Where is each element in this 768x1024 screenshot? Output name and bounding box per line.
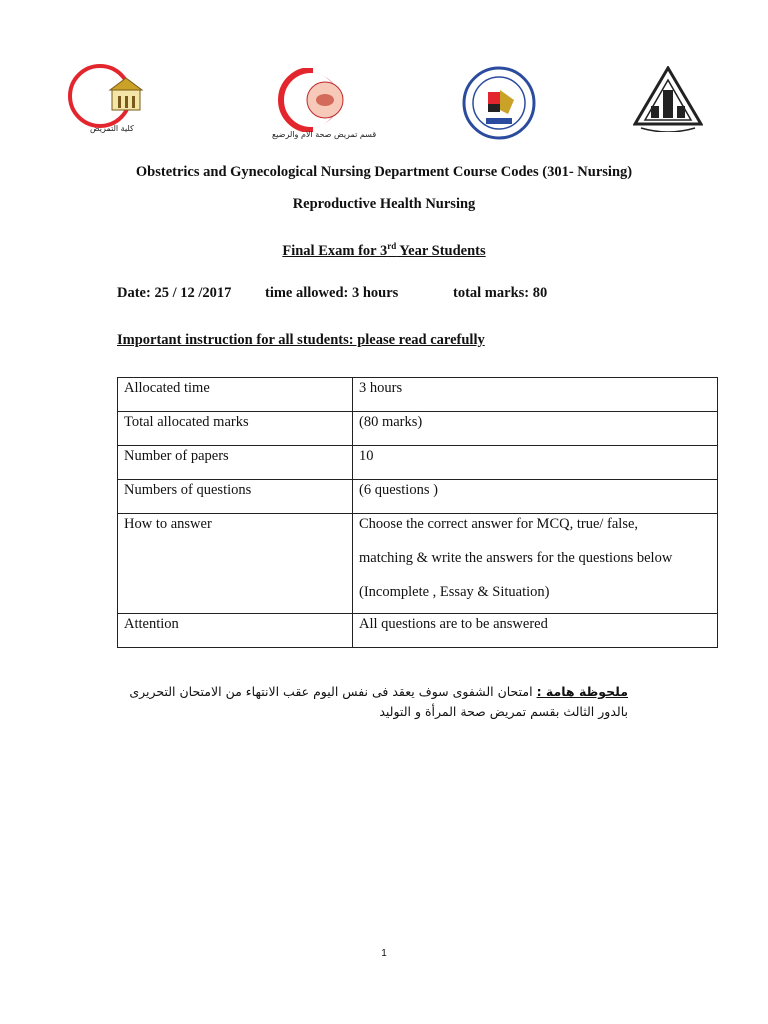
- row-value: (6 questions ): [353, 480, 718, 514]
- quality-assurance-logo: [462, 66, 536, 140]
- instruction-heading: Important instruction for all students: please read carefully: [117, 332, 485, 348]
- exam-details-table: [117, 377, 718, 648]
- row-label: Numbers of questions: [118, 480, 353, 514]
- exam-title: [0, 241, 768, 260]
- row-label: Allocated time: [118, 378, 353, 412]
- table-row: [118, 614, 718, 648]
- note-text: امتحان الشفوى سوف يعقد فى نفس اليوم عقب الانتهاء من الامتحان التحريرى بالدور الثالث بقسم تمريض صحة المرأة و التوليد: [129, 684, 628, 719]
- nursing-faculty-caption: كلية التمريض: [90, 124, 134, 133]
- maternal-nursing-department-logo: [275, 68, 359, 132]
- table-row: [118, 412, 718, 446]
- row-value: 3 hours: [353, 378, 718, 412]
- row-value-line: Choose the correct answer for MCQ, true/ false,: [359, 516, 639, 532]
- table-row: [118, 480, 718, 514]
- note-label: ملحوظة هامة :: [536, 684, 628, 699]
- nursing-faculty-logo: [62, 62, 158, 128]
- exam-title-superscript: rd: [387, 241, 397, 251]
- exam-title-prefix: Final Exam for 3: [282, 242, 388, 259]
- row-label: How to answer: [118, 514, 353, 614]
- university-logo: [633, 66, 703, 132]
- row-label: Number of papers: [118, 446, 353, 480]
- page-number: 1: [381, 948, 387, 959]
- table-row: [118, 378, 718, 412]
- important-note: [118, 682, 628, 722]
- row-value: 10: [353, 446, 718, 480]
- row-value: [353, 514, 718, 614]
- row-value-line: matching & write the answers for the questions below: [359, 550, 673, 566]
- time-allowed: time allowed: 3 hours: [265, 285, 399, 301]
- course-title: Reproductive Health Nursing: [292, 196, 476, 212]
- exam-date: Date: 25 / 12 /2017: [117, 285, 232, 301]
- row-label: Total allocated marks: [118, 412, 353, 446]
- total-marks: total marks: 80: [453, 285, 548, 301]
- table-row: [118, 446, 718, 480]
- exam-title-suffix: Year Students: [396, 242, 486, 259]
- department-heading: Obstetrics and Gynecological Nursing Department Course Codes (301- Nursing): [135, 164, 633, 180]
- row-value-line: (Incomplete , Essay & Situation): [359, 584, 550, 600]
- row-label: Attention: [118, 614, 353, 648]
- row-value: All questions are to be answered: [353, 614, 718, 648]
- table-row: [118, 514, 718, 614]
- maternal-nursing-department-caption: قسم تمريض صحة الام والرضيع: [272, 130, 377, 139]
- row-value: (80 marks): [353, 412, 718, 446]
